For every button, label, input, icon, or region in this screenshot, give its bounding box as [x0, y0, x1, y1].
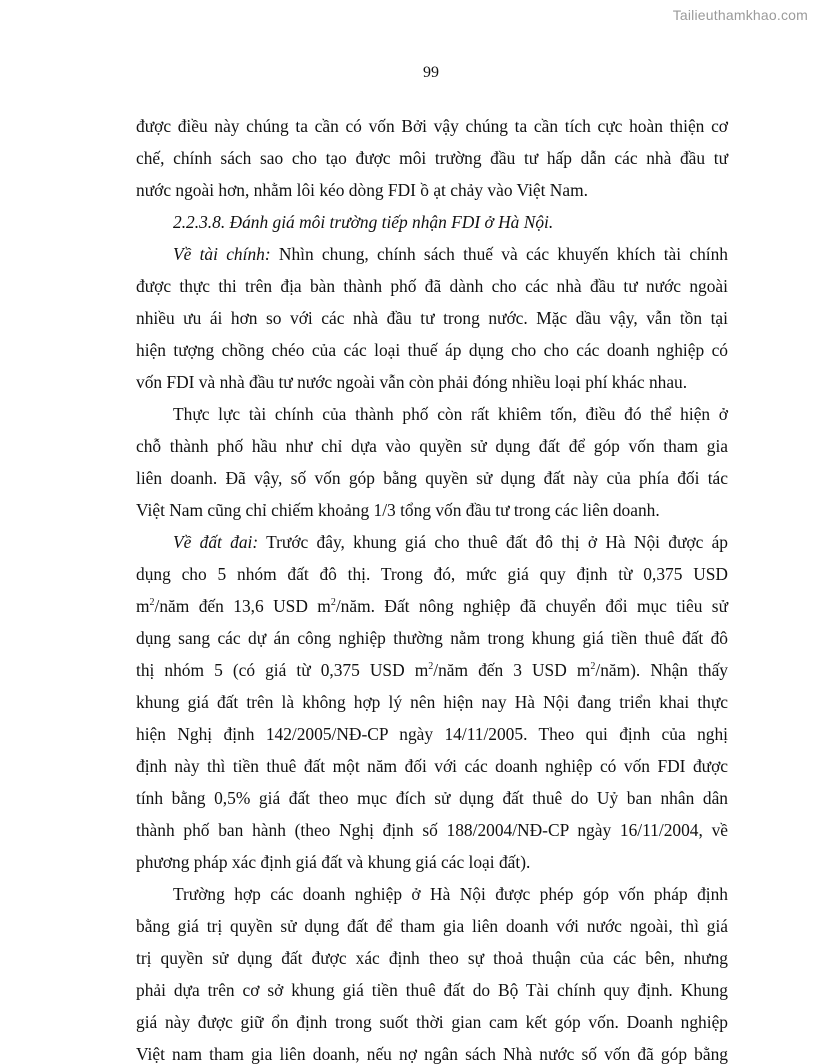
superscript: 2 [149, 597, 155, 608]
lead-rest: Trước đây, khung giá cho thuê đất đô thị ở Hà Nội được áp [258, 532, 728, 552]
text-line: dụng cho 5 nhóm đất đô thị. Trong đó, mức giá quy định từ 0,375 USD [136, 564, 728, 584]
lead-italic: Về đất đai: [173, 532, 259, 552]
text-span: thị nhóm 5 (có giá từ 0,375 USD m [136, 660, 429, 680]
text-span: m [136, 596, 150, 616]
text-line: chỗ thành phố hầu như chỉ dựa vào quyền sử dụng đất để góp vốn tham gia [136, 436, 728, 456]
text-line: dụng sang các dự án công nghiệp thường nằm trong khung giá tiền thuê đất đô [136, 628, 728, 648]
text-line: định này thì tiền thuê đất một năm đối với các doanh nghiệp có vốn FDI được [136, 756, 728, 776]
text-line: nhiều ưu ái hơn so với các nhà đầu tư trong nước. Mặc dầu vậy, vẫn tồn tại [136, 308, 728, 328]
superscript: 2 [428, 661, 434, 672]
text-line: khung giá đất trên là không hợp lý nên hiện nay Hà Nội đang triển khai thực [136, 692, 728, 712]
text-span: /năm đến 3 USD m [433, 660, 591, 680]
text-line: trị quyền sử dụng đất được xác định theo sự thoả thuận của các bên, nhưng [136, 948, 728, 968]
page-number: 99 [423, 64, 439, 81]
superscript: 2 [590, 661, 596, 672]
text-line: vốn FDI và nhà đầu tư nước ngoài vẫn còn phải đóng nhiều loại phí khác nhau. [136, 372, 688, 392]
text-line: liên doanh. Đã vậy, số vốn góp bằng quyền sử dụng đất này của phía đối tác [136, 468, 728, 488]
text-span: /năm). Nhận thấy [595, 660, 728, 680]
lead-rest: Nhìn chung, chính sách thuế và các khuyến khích tài chính [270, 244, 728, 264]
text-line: bằng giá trị quyền sử dụng đất để tham gia liên doanh với nước ngoài, thì giá [136, 916, 728, 936]
text-line [136, 660, 728, 680]
text-line [136, 596, 728, 616]
text-line: Việt nam tham gia liên doanh, nếu nợ ngân sách Nhà nước số vốn đã góp bằng [136, 1044, 728, 1064]
lead-italic: Về tài chính: [173, 244, 271, 264]
superscript: 2 [330, 597, 336, 608]
text-line: hiện tượng chồng chéo của các loại thuế áp dụng cho cho các doanh nghiệp có [136, 340, 728, 360]
text-line: phương pháp xác định giá đất và khung giá các loại đất). [136, 852, 531, 872]
text-line: nước ngoài hơn, nhằm lôi kéo dòng FDI ồ ạt chảy vào Việt Nam. [136, 180, 588, 200]
text-line: Trường hợp các doanh nghiệp ở Hà Nội được phép góp vốn pháp định [173, 884, 728, 904]
text-line: Thực lực tài chính của thành phố còn rất khiêm tốn, điều đó thể hiện ở [173, 404, 728, 424]
text-line: chế, chính sách sao cho tạo được môi trường đầu tư hấp dẫn các nhà đầu tư [136, 148, 728, 168]
text-line: phải dựa trên cơ sở khung giá tiền thuê đất do Bộ Tài chính quy định. Khung [136, 980, 728, 1000]
text-line: tính bằng 0,5% giá đất theo mục đích sử dụng đất thuê do Uỷ ban nhân dân [136, 788, 728, 808]
text-line: hiện Nghị định 142/2005/NĐ-CP ngày 14/11/2005. Theo qui định của nghị [136, 724, 728, 744]
text-line: được thực thi trên địa bàn thành phố đã dành cho các nhà đầu tư nước ngoài [136, 276, 728, 296]
text-span: /năm đến 13,6 USD m [154, 596, 331, 616]
text-line: giá này được giữ ổn định trong suốt thời gian cam kết góp vốn. Doanh nghiệp [136, 1012, 728, 1032]
text-span: /năm. Đất nông nghiệp đã chuyển đổi mục tiêu sử [335, 596, 728, 616]
text-line [173, 532, 728, 552]
text-line: được điều này chúng ta cần có vốn Bởi vậy chúng ta cần tích cực hoàn thiện cơ [136, 116, 728, 136]
text-line: Việt Nam cũng chỉ chiếm khoảng 1/3 tổng vốn đầu tư trong các liên doanh. [136, 500, 660, 520]
watermark: Tailieuthamkhao.com [672, 7, 808, 23]
text-line [173, 244, 728, 264]
text-line: thành phố ban hành (theo Nghị định số 188/2004/NĐ-CP ngày 16/11/2004, về [136, 820, 728, 840]
section-heading: 2.2.3.8. Đánh giá môi trường tiếp nhận FDI ở Hà Nội. [173, 212, 554, 232]
